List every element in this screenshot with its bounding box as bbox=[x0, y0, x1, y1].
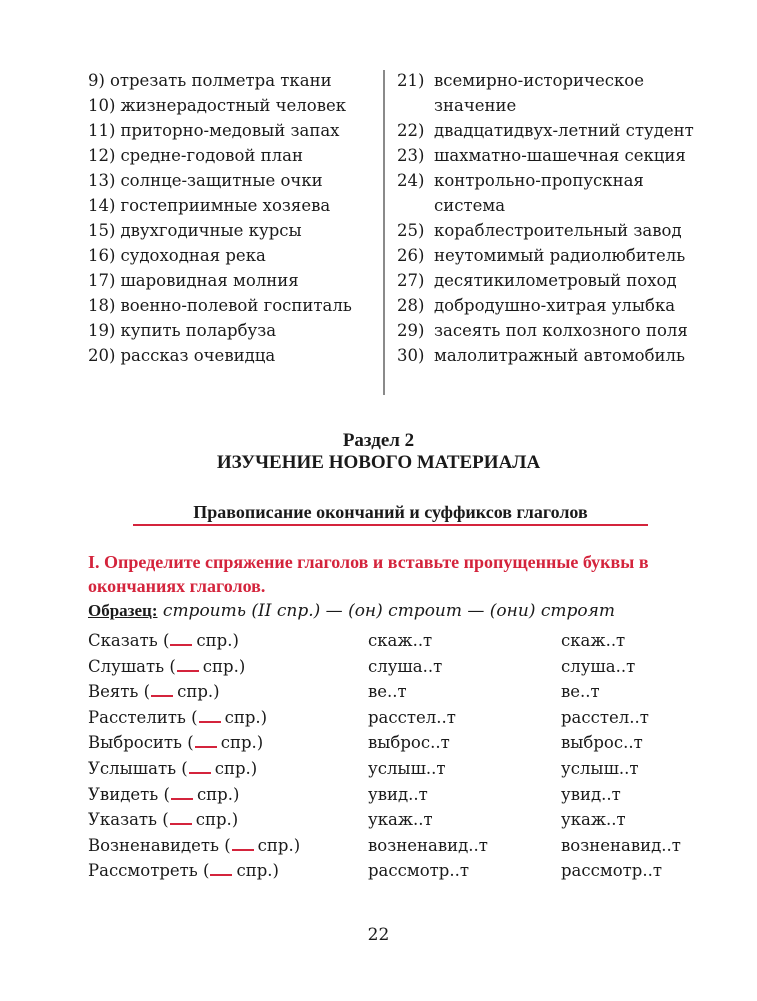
conjugation-suffix: спр.) bbox=[196, 631, 239, 650]
list-number: 18) bbox=[88, 296, 116, 315]
verb-row bbox=[88, 654, 688, 680]
verb-form-3pl: укаж..т bbox=[561, 810, 626, 830]
list-item bbox=[88, 318, 378, 343]
verb-infinitive bbox=[88, 858, 279, 884]
conjugation-suffix: спр.) bbox=[195, 810, 239, 830]
verb-infinitive bbox=[88, 705, 267, 731]
list-number: 13) bbox=[88, 171, 116, 190]
topic-title: Правописание окончаний и суффиксов глаголов bbox=[193, 502, 588, 522]
list-number: 19) bbox=[88, 321, 116, 340]
page-number: 22 bbox=[367, 925, 390, 945]
infinitive-text: Расстелить ( bbox=[88, 707, 198, 727]
word-list-left bbox=[88, 68, 378, 368]
verb-infinitive bbox=[88, 807, 238, 833]
verb-infinitive bbox=[88, 679, 220, 705]
verb-form-3pl: рассмотр..т bbox=[561, 861, 662, 881]
list-item bbox=[88, 143, 378, 168]
verb-form-3sg: выброс..т bbox=[368, 733, 450, 753]
list-text: солнце-защитные очки bbox=[120, 171, 323, 190]
list-text: средне-годовой план bbox=[120, 146, 303, 165]
infinitive-text: Слушать ( bbox=[88, 656, 176, 676]
list-number: 22) bbox=[397, 121, 425, 140]
list-number: 14) bbox=[88, 196, 116, 215]
list-text: засеять пол колхозного поля bbox=[434, 321, 688, 340]
infinitive-text: Указать ( bbox=[88, 810, 169, 830]
verb-table bbox=[88, 628, 688, 884]
verb-form-3pl: ве..т bbox=[561, 682, 600, 702]
list-number: 29) bbox=[397, 321, 425, 340]
conjugation-blank[interactable] bbox=[170, 630, 192, 646]
list-text: малолитражный автомобиль bbox=[434, 346, 685, 365]
list-number: 28) bbox=[397, 296, 425, 315]
list-text: неутомимый радиолюбитель bbox=[434, 246, 686, 265]
infinitive-text: Выбросить ( bbox=[88, 733, 194, 753]
list-text: контрольно-пропускная система bbox=[434, 171, 644, 215]
infinitive-text: Увидеть ( bbox=[88, 784, 170, 804]
sample-label: Образец: bbox=[88, 601, 158, 620]
list-text: гостеприимные хозяева bbox=[120, 196, 331, 215]
verb-infinitive bbox=[88, 654, 245, 680]
infinitive-text: Веять ( bbox=[88, 682, 151, 702]
list-item bbox=[88, 268, 378, 293]
verb-row bbox=[88, 756, 688, 782]
list-number: 12) bbox=[88, 146, 116, 165]
conjugation-suffix: спр.) bbox=[214, 758, 258, 778]
verb-form-3pl: услыш..т bbox=[561, 758, 639, 778]
verb-form-3sg: увид..т bbox=[368, 784, 428, 804]
list-text: шаровидная молния bbox=[120, 271, 299, 290]
list-text: двадцатидвух-летний студент bbox=[434, 121, 694, 140]
verb-form-3pl: скаж..т bbox=[561, 631, 626, 650]
verb-form-3sg: ве..т bbox=[368, 682, 407, 702]
list-text: десятикилометровый поход bbox=[434, 271, 677, 290]
verb-form-3pl: выброс..т bbox=[561, 733, 643, 753]
list-number: 11) bbox=[88, 121, 116, 140]
list-number: 17) bbox=[88, 271, 116, 290]
list-number: 16) bbox=[88, 246, 116, 265]
list-item bbox=[397, 168, 697, 218]
list-text: добродушно-хитрая улыбка bbox=[434, 296, 676, 315]
infinitive-text: Сказать ( bbox=[88, 631, 170, 650]
task-instruction: I. Определите спряжение глаголов и вставьте пропущенные буквы в окончаниях глаголов. bbox=[88, 552, 649, 596]
verb-row bbox=[88, 730, 688, 756]
verb-form-3sg: расстел..т bbox=[368, 707, 456, 727]
list-text: двухгодичные курсы bbox=[120, 221, 302, 240]
conjugation-blank[interactable] bbox=[232, 835, 254, 851]
list-number: 9) bbox=[88, 71, 105, 90]
list-text: шахматно-шашечная секция bbox=[434, 146, 686, 165]
conjugation-blank[interactable] bbox=[210, 860, 232, 876]
conjugation-blank[interactable] bbox=[171, 784, 193, 800]
conjugation-suffix: спр.) bbox=[224, 707, 268, 727]
list-number: 25) bbox=[397, 221, 425, 240]
section-number: Раздел 2 bbox=[342, 430, 415, 451]
list-item bbox=[88, 168, 378, 193]
column-divider bbox=[383, 70, 385, 395]
list-item bbox=[397, 243, 697, 268]
conjugation-suffix: спр.) bbox=[202, 656, 246, 676]
verb-form-3sg: укаж..т bbox=[368, 810, 433, 830]
verb-row bbox=[88, 807, 688, 833]
sample-text: строить (II спр.) — (он) строит — (они) строят bbox=[157, 601, 615, 621]
list-text: кораблестроительный завод bbox=[434, 221, 682, 240]
list-number: 27) bbox=[397, 271, 425, 290]
list-item bbox=[397, 218, 697, 243]
conjugation-suffix: спр.) bbox=[177, 682, 220, 702]
list-item bbox=[397, 68, 697, 118]
list-text: военно-полевой госпиталь bbox=[120, 296, 352, 315]
verb-form-3sg: рассмотр..т bbox=[368, 861, 469, 881]
conjugation-blank[interactable] bbox=[170, 809, 192, 825]
verb-form-3pl: расстел..т bbox=[561, 707, 649, 727]
list-item bbox=[397, 118, 697, 143]
conjugation-blank[interactable] bbox=[177, 656, 199, 672]
conjugation-blank[interactable] bbox=[189, 758, 211, 774]
conjugation-blank[interactable] bbox=[199, 707, 221, 723]
verb-infinitive bbox=[88, 756, 257, 782]
list-text: жизнерадостный человек bbox=[120, 96, 347, 115]
sample-line bbox=[88, 601, 615, 621]
verb-row bbox=[88, 705, 688, 731]
list-item bbox=[88, 293, 378, 318]
list-item bbox=[88, 68, 378, 93]
verb-row bbox=[88, 782, 688, 808]
conjugation-suffix: спр.) bbox=[236, 861, 279, 881]
conjugation-suffix: спр.) bbox=[257, 835, 301, 855]
verb-form-3pl: возненавид..т bbox=[561, 835, 681, 855]
list-item bbox=[88, 343, 378, 368]
verb-form-3sg: скаж..т bbox=[368, 631, 433, 650]
list-item bbox=[88, 93, 378, 118]
list-text: приторно-медовый запах bbox=[120, 121, 340, 140]
list-number: 26) bbox=[397, 246, 425, 265]
list-number: 24) bbox=[397, 171, 425, 190]
word-list-right bbox=[397, 68, 697, 368]
topic-underline bbox=[133, 524, 648, 526]
verb-infinitive bbox=[88, 833, 300, 859]
list-text: судоходная река bbox=[120, 246, 266, 265]
infinitive-text: Возненавидеть ( bbox=[88, 835, 231, 855]
verb-form-3sg: слуша..т bbox=[368, 656, 443, 676]
list-item bbox=[397, 293, 697, 318]
list-item bbox=[88, 118, 378, 143]
list-number: 23) bbox=[397, 146, 425, 165]
verb-infinitive bbox=[88, 730, 263, 756]
list-number: 30) bbox=[397, 346, 425, 365]
infinitive-text: Услышать ( bbox=[88, 758, 188, 778]
verb-row bbox=[88, 679, 688, 705]
list-item bbox=[88, 243, 378, 268]
verb-row bbox=[88, 628, 688, 654]
list-number: 15) bbox=[88, 221, 116, 240]
conjugation-suffix: спр.) bbox=[196, 784, 240, 804]
conjugation-blank[interactable] bbox=[151, 681, 173, 697]
list-item bbox=[397, 268, 697, 293]
list-item bbox=[397, 318, 697, 343]
verb-row bbox=[88, 833, 688, 859]
infinitive-text: Рассмотреть ( bbox=[88, 861, 210, 881]
conjugation-blank[interactable] bbox=[195, 732, 217, 748]
conjugation-suffix: спр.) bbox=[220, 733, 264, 753]
section-title: ИЗУЧЕНИЕ НОВОГО МАТЕРИАЛА bbox=[216, 452, 541, 473]
list-text: всемирно-историческое значение bbox=[434, 71, 644, 115]
list-text: рассказ очевидца bbox=[120, 346, 276, 365]
list-item bbox=[88, 193, 378, 218]
list-number: 21) bbox=[397, 71, 425, 90]
verb-infinitive bbox=[88, 782, 239, 808]
verb-form-3pl: слуша..т bbox=[561, 656, 636, 676]
verb-form-3pl: увид..т bbox=[561, 784, 621, 804]
verb-row bbox=[88, 858, 688, 884]
verb-form-3sg: услыш..т bbox=[368, 758, 446, 778]
list-number: 10) bbox=[88, 96, 116, 115]
list-item bbox=[397, 143, 697, 168]
list-item bbox=[88, 218, 378, 243]
list-item bbox=[397, 343, 697, 368]
verb-form-3sg: возненавид..т bbox=[368, 835, 488, 855]
list-text: купить поларбуза bbox=[120, 321, 277, 340]
list-text: отрезать полметра ткани bbox=[109, 71, 332, 90]
list-number: 20) bbox=[88, 346, 116, 365]
verb-infinitive bbox=[88, 628, 239, 654]
